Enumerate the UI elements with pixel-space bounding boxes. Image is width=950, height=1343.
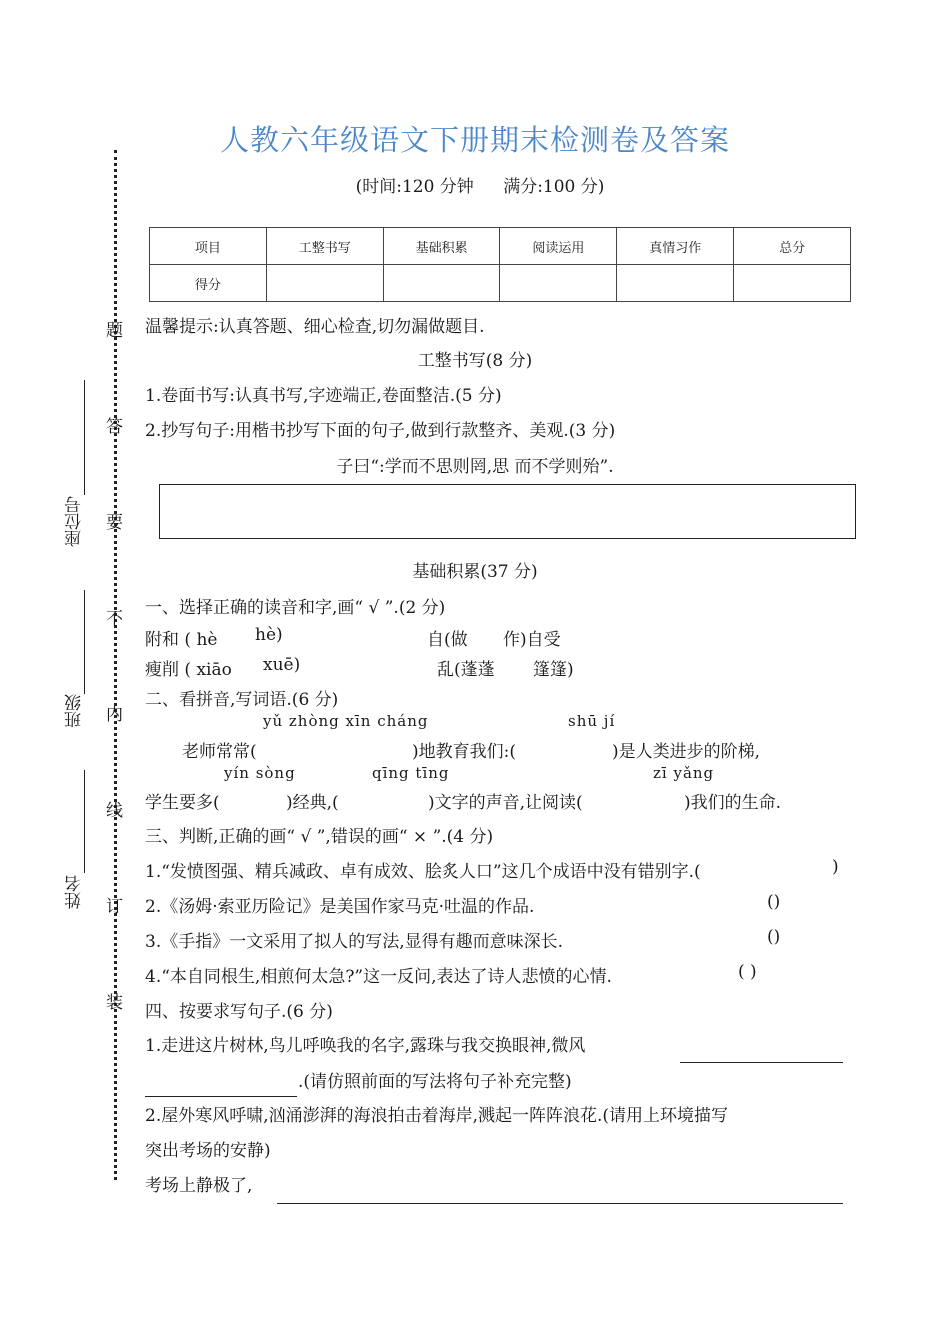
time-info: (时间:120 分钟 [355,177,474,197]
seal-char: 答 [106,417,123,437]
class-line[interactable] [84,590,85,694]
score-table-row [150,265,851,302]
choice-item: 乱(蓬蓬 [437,660,495,680]
score-header-cell: 阅读运用 [500,228,617,265]
seal-char: 不 [106,609,123,629]
score-cell[interactable] [383,265,500,302]
fill-text: 老师常常( [182,742,257,762]
choice-item: 篷篷) [533,660,574,680]
full-score-info: 满分:100 分) [503,177,605,197]
exam-info [0,172,950,197]
seat-number-line[interactable] [84,380,85,495]
score-header-cell: 基础积累 [383,228,500,265]
part-title: 二、看拼音,写词语.(6 分) [145,690,339,710]
answer-paren[interactable]: () [767,927,781,947]
seal-char: 装 [106,993,123,1013]
score-cell[interactable] [266,265,383,302]
judge-item: 1.“发愤图强、精兵减政、卓有成效、脍炙人口”这几个成语中没有错别字.( [145,862,701,882]
name-line[interactable] [84,770,85,873]
section-heading-writing: 工整书写(8 分) [417,351,533,371]
tip-text: 温馨提示:认真答题、细心检查,切勿漏做题目. [145,317,485,337]
choice-item: xuē) [263,655,301,675]
seal-line [114,150,117,1180]
seal-char: 要 [106,513,123,533]
class-label: 班级 [65,694,85,728]
choice-item: hè) [255,625,283,645]
part-title: 一、选择正确的读音和字,画“ √ ”.(2 分) [145,598,446,618]
seal-char: 线 [106,801,123,821]
score-header-cell: 项目 [150,228,267,265]
pinyin-text: yǔ zhòng xīn cháng [263,712,429,730]
question-text: 2.抄写句子:用楷书抄写下面的句子,做到行款整齐、美观.(3 分) [145,421,616,441]
pinyin-text: yín sòng [224,764,296,782]
pinyin-text: qīng tīng [372,764,450,782]
sentence-task: .(请仿照前面的写法将句子补充完整) [298,1072,572,1092]
answer-paren[interactable]: ) [832,857,839,877]
score-row-label: 得分 [150,265,267,302]
score-cell[interactable] [734,265,851,302]
page-title: 人教六年级语文下册期末检测卷及答案 [219,123,730,157]
score-header-cell: 真情习作 [617,228,734,265]
score-cell[interactable] [617,265,734,302]
seal-char: 题 [106,321,123,341]
fill-text: )经典,( [286,793,339,813]
score-header-cell: 总分 [734,228,851,265]
part-title: 四、按要求写句子.(6 分) [145,1002,333,1022]
seal-char: 订 [106,897,123,917]
answer-line[interactable] [680,1062,843,1063]
answer-line[interactable] [277,1203,843,1204]
judge-item: 2.《汤姆·索亚历险记》是美国作家马克·吐温的作品. [145,897,535,917]
judge-item: 3.《手指》一文采用了拟人的写法,显得有趣而意味深长. [145,932,564,952]
score-header-cell: 工整书写 [266,228,383,265]
fill-text: )是人类进步的阶梯, [612,742,761,762]
quote-text: 子曰“:学而不思则罔,思 而不学则殆”. [336,457,614,477]
sentence-task: 2.屋外寒风呼啸,汹涌澎湃的海浪拍击着海岸,溅起一阵阵浪花.(请用上环境描写 [145,1106,729,1126]
answer-line[interactable] [145,1096,297,1097]
score-table-header-row [150,228,851,265]
seat-number-label: 座位号 [65,496,85,547]
sentence-task: 突出考场的安静) [145,1141,271,1161]
choice-item: 附和 ( hè [145,630,218,650]
fill-text: 学生要多( [145,793,220,813]
judge-item: 4.“本自同根生,相煎何太急?”这一反问,表达了诗人悲愤的心情. [145,967,612,987]
answer-paren[interactable]: () [767,892,781,912]
choice-item: 瘦削 ( xiāo [145,660,232,680]
part-title: 三、判断,正确的画“ √ ”,错误的画“ × ”.(4 分) [145,827,494,847]
pinyin-text: shū jí [568,712,616,730]
score-cell[interactable] [500,265,617,302]
sentence-task: 考场上静极了, [145,1176,253,1196]
score-table [149,227,851,302]
fill-text: )文字的声音,让阅读( [428,793,583,813]
seal-char: 内 [106,705,123,725]
copy-writing-box[interactable] [159,484,856,539]
answer-paren[interactable]: ( ) [738,962,757,982]
question-text: 1.卷面书写:认真书写,字迹端正,卷面整洁.(5 分) [145,386,502,406]
fill-text: )地教育我们:( [412,742,516,762]
sentence-task: 1.走进这片树林,鸟儿呼唤我的名字,露珠与我交换眼神,微风 [145,1036,586,1056]
choice-item: 作)自受 [503,630,561,650]
name-label: 姓名 [65,875,85,909]
fill-text: )我们的生命. [684,793,782,813]
section-heading-basics: 基础积累(37 分) [412,562,538,582]
choice-item: 自(做 [427,630,468,650]
pinyin-text: zī yǎng [653,764,715,782]
